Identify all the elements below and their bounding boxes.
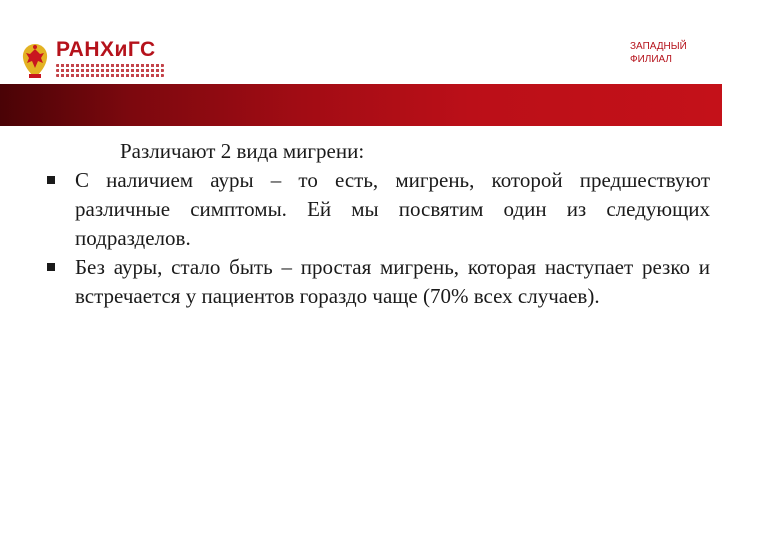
bullet-item	[45, 166, 710, 253]
intro-text: Различают 2 вида мигрени:	[120, 139, 365, 163]
branch-label	[630, 40, 687, 66]
bullet-marker	[47, 176, 55, 184]
bullet-marker	[47, 263, 55, 271]
branch-label-line: ФИЛИАЛ	[630, 54, 672, 65]
logo-subtitle	[56, 64, 164, 79]
bullet-text: Без ауры, стало быть – простая мигрень, которая наступает резко и встречается у пациентов гораздо чаще (70% всех случаев).	[75, 255, 710, 308]
slide-header	[0, 0, 780, 84]
logo-text: РАНХиГС	[56, 38, 156, 61]
ranepa-logo	[18, 38, 156, 82]
bullet-text: С наличием ауры – то есть, мигрень, которой предшествуют различные симптомы. Ей мы посвятим один из следующих подразделов.	[75, 168, 710, 250]
branch-label-line: ЗАПАДНЫЙ	[630, 41, 687, 52]
slide-body	[45, 137, 710, 311]
header-band	[0, 84, 722, 126]
eagle-crest-icon	[18, 40, 52, 82]
bullet-item	[45, 253, 710, 311]
